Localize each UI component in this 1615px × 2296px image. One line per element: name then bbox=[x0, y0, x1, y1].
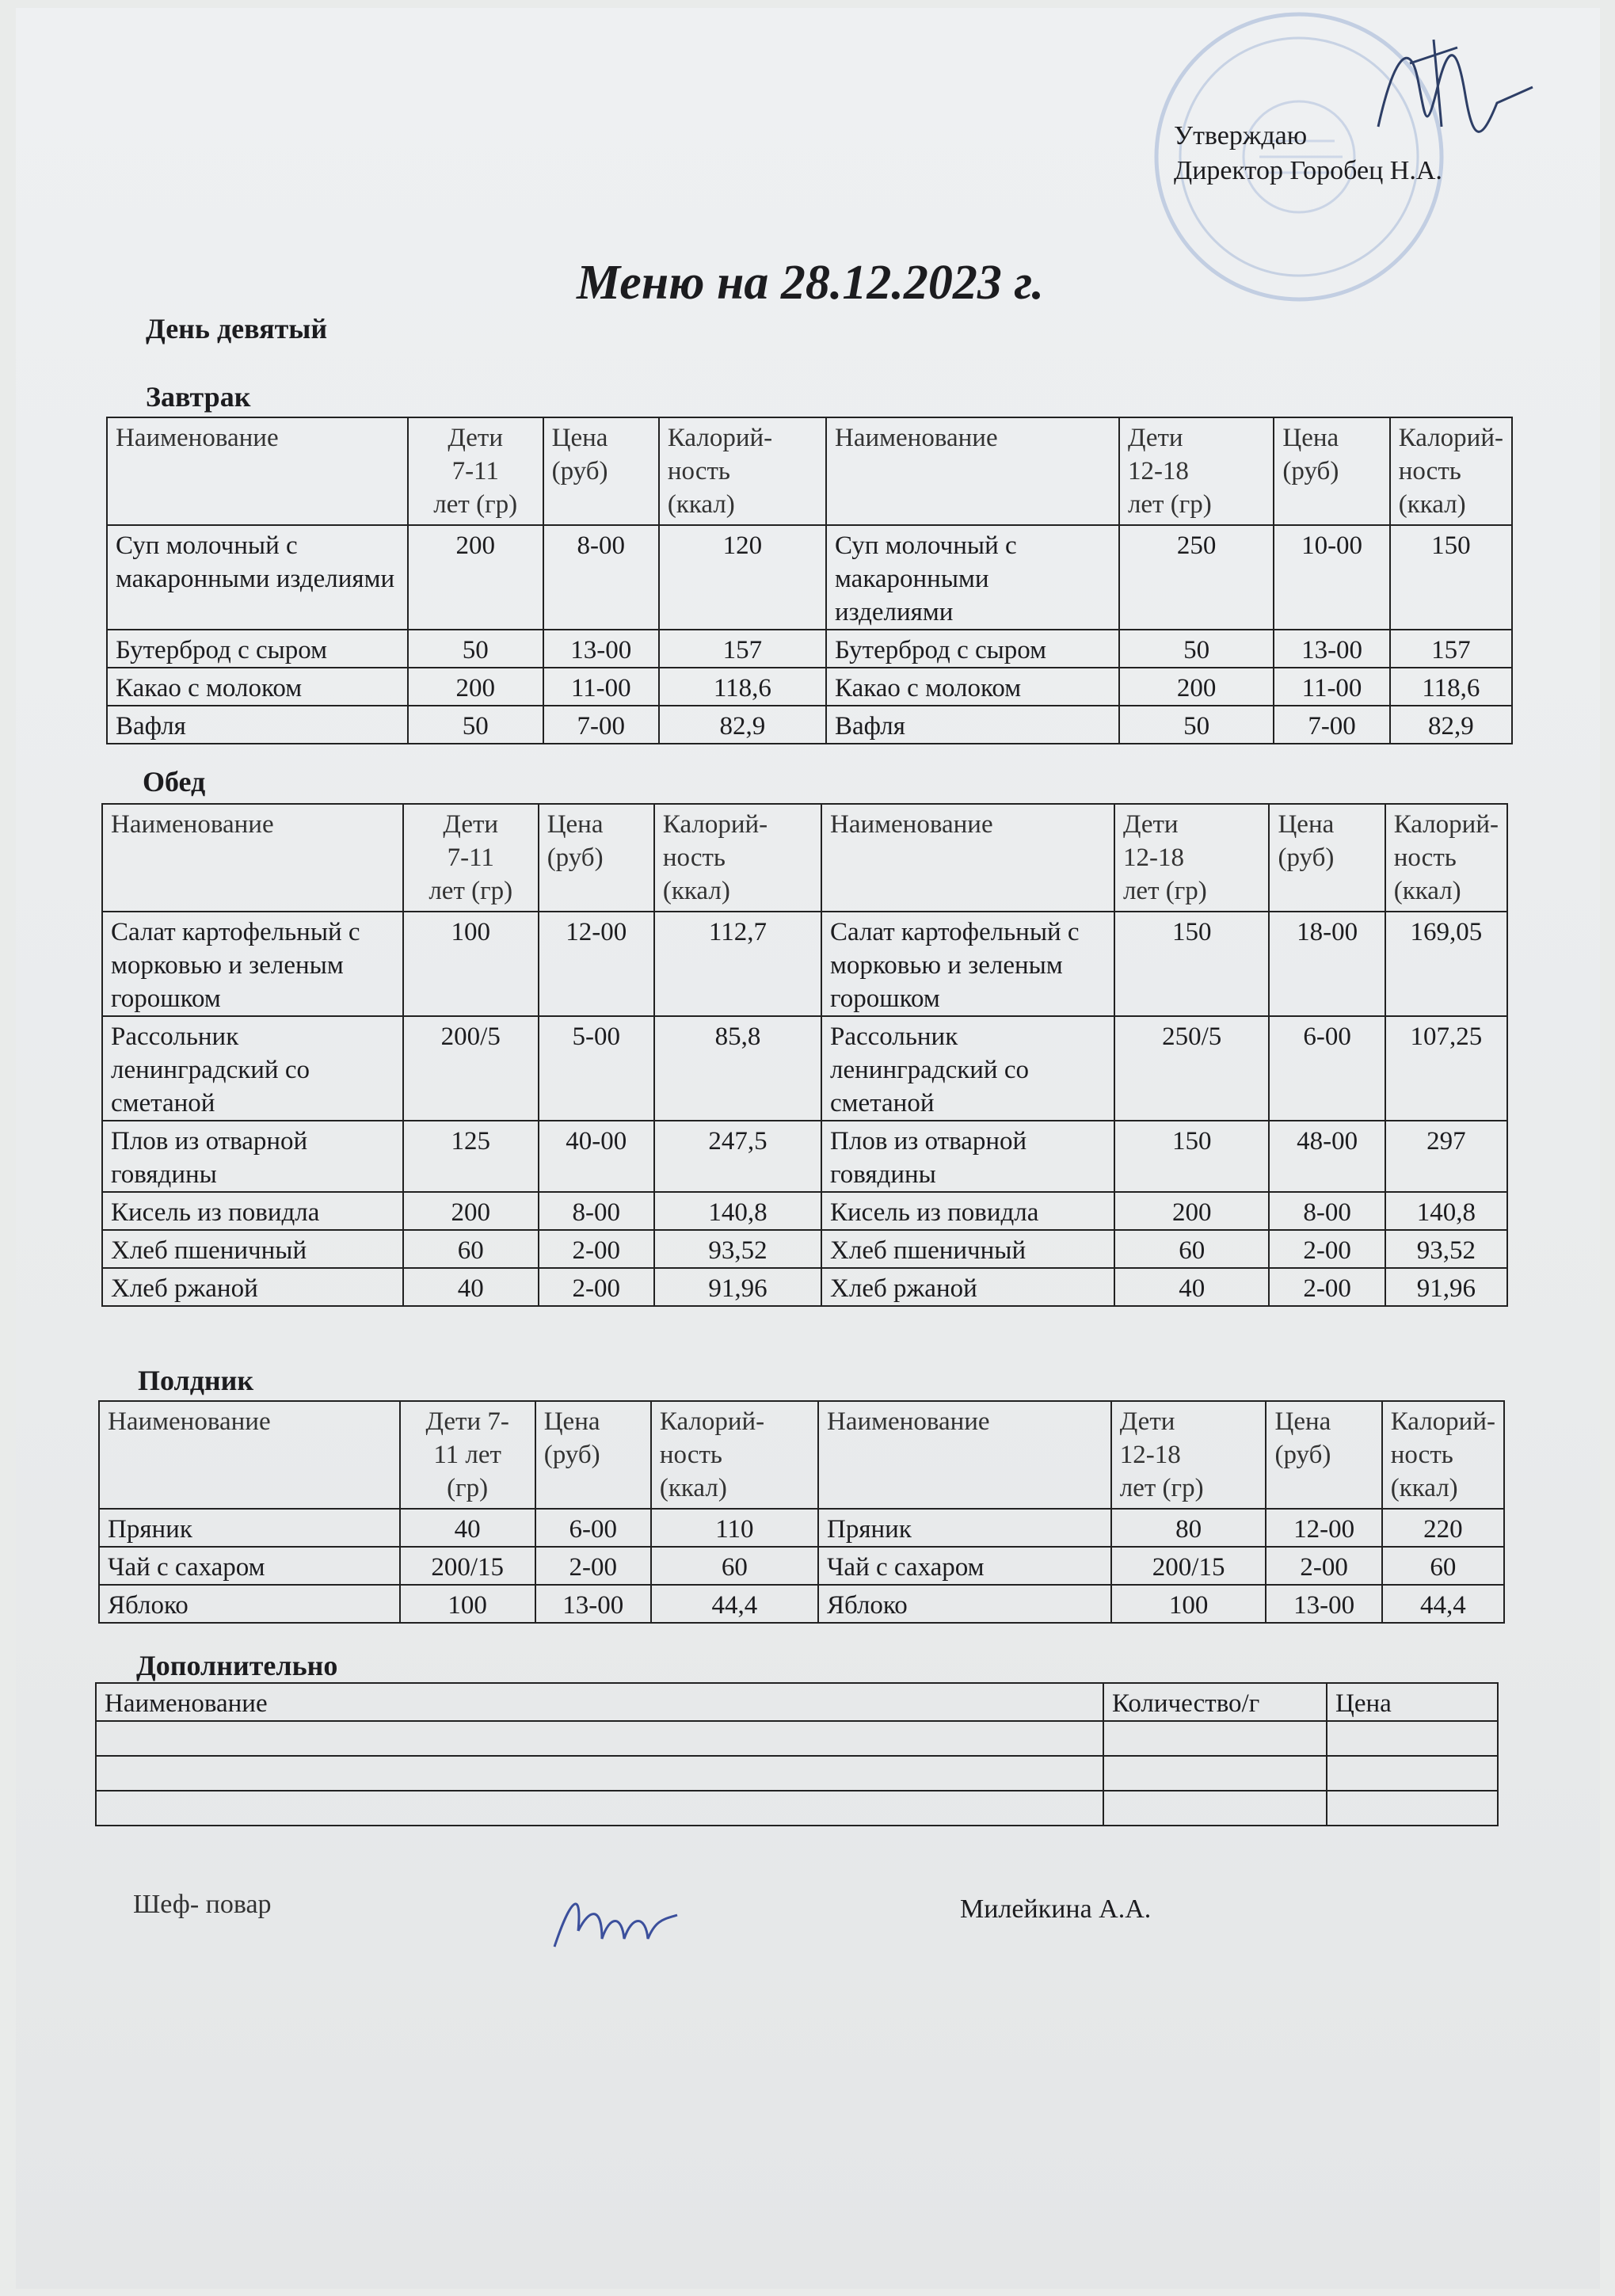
header-calories-line: ность bbox=[667, 457, 730, 485]
table-row bbox=[96, 1721, 1498, 1756]
price-young: 13-00 bbox=[535, 1585, 651, 1623]
price-young: 11-00 bbox=[543, 668, 659, 706]
dish-name: Вафля bbox=[107, 706, 408, 744]
weight-young: 100 bbox=[400, 1585, 535, 1623]
header-calories bbox=[651, 1401, 818, 1509]
table-row bbox=[102, 1268, 1507, 1306]
chef-label: Шеф- повар bbox=[133, 1890, 272, 1919]
header-calories-line: ность bbox=[1393, 843, 1457, 872]
table-row bbox=[102, 1192, 1507, 1230]
table-row bbox=[102, 912, 1507, 1016]
header-calories bbox=[654, 804, 821, 912]
header-weight-old-line: Дети bbox=[1127, 424, 1183, 452]
extra-label: Дополнительно bbox=[136, 1650, 338, 1681]
header-weight-young-line: 11 лет bbox=[433, 1441, 501, 1469]
weight-old: 200 bbox=[1114, 1192, 1270, 1230]
calories-young: 118,6 bbox=[659, 668, 826, 706]
dish-name: Хлеб ржаной bbox=[102, 1268, 403, 1306]
header-calories-line: Калорий- bbox=[667, 424, 773, 452]
price-old: 2-00 bbox=[1266, 1547, 1381, 1585]
dish-name: Хлеб пшеничный bbox=[102, 1230, 403, 1268]
header-weight-young-line: 7-11 bbox=[451, 457, 499, 485]
header-name: Наименование bbox=[821, 804, 1114, 912]
header-price-line: Цена bbox=[543, 1407, 600, 1436]
header-weight-old-line: 12-18 bbox=[1119, 1441, 1181, 1469]
header-weight-old-line: Дети bbox=[1122, 810, 1179, 839]
price-young: 12-00 bbox=[539, 912, 654, 1016]
price-old: 13-00 bbox=[1274, 630, 1389, 668]
price-young: 8-00 bbox=[543, 525, 659, 630]
approval-block bbox=[1174, 119, 1442, 188]
calories-old: 169,05 bbox=[1385, 912, 1507, 1016]
header-weight-young bbox=[408, 417, 543, 525]
header-name: Наименование bbox=[107, 417, 408, 525]
calories-old: 220 bbox=[1382, 1509, 1504, 1547]
dish-name: Рассольник ленинградский со сметаной bbox=[821, 1016, 1114, 1121]
header-price-line: (руб) bbox=[547, 843, 604, 872]
header-weight-young bbox=[403, 804, 539, 912]
empty-cell bbox=[96, 1721, 1103, 1756]
header-price-line: Цена bbox=[1278, 810, 1335, 839]
dish-name: Суп молочный с макаронными изделиями bbox=[107, 525, 408, 630]
price-old: 8-00 bbox=[1269, 1192, 1385, 1230]
price-old: 2-00 bbox=[1269, 1230, 1385, 1268]
weight-old: 250/5 bbox=[1114, 1016, 1270, 1121]
header-weight-old-line: 12-18 bbox=[1127, 457, 1189, 485]
header-weight-old-line: лет (гр) bbox=[1127, 490, 1212, 519]
table-row bbox=[107, 525, 1512, 630]
empty-cell bbox=[1103, 1791, 1327, 1826]
header-calories-line: Калорий- bbox=[662, 810, 768, 839]
calories-old: 44,4 bbox=[1382, 1585, 1504, 1623]
weight-young: 200/15 bbox=[400, 1547, 535, 1585]
header-calories-line: Калорий- bbox=[659, 1407, 765, 1436]
price-old: 11-00 bbox=[1274, 668, 1389, 706]
header-price-line: Цена bbox=[1282, 424, 1339, 452]
header-price bbox=[535, 1401, 651, 1509]
calories-young: 91,96 bbox=[654, 1268, 821, 1306]
header-calories-line: (ккал) bbox=[1393, 877, 1461, 905]
header-weight-young-line: Дети bbox=[448, 424, 504, 452]
calories-old: 82,9 bbox=[1390, 706, 1512, 744]
calories-young: 140,8 bbox=[654, 1192, 821, 1230]
snack-header-row bbox=[99, 1401, 1504, 1509]
weight-young: 125 bbox=[403, 1121, 539, 1192]
price-old: 2-00 bbox=[1269, 1268, 1385, 1306]
header-weight-old bbox=[1111, 1401, 1266, 1509]
lunch-header-row bbox=[102, 804, 1507, 912]
weight-old: 200 bbox=[1119, 668, 1274, 706]
header-calories bbox=[659, 417, 826, 525]
approval-line1: Утверждаю bbox=[1174, 121, 1308, 150]
header-weight-young-line: (гр) bbox=[447, 1474, 489, 1502]
weight-young: 200/5 bbox=[403, 1016, 539, 1121]
calories-young: 112,7 bbox=[654, 912, 821, 1016]
weight-young: 60 bbox=[403, 1230, 539, 1268]
table-row bbox=[96, 1756, 1498, 1791]
empty-cell bbox=[96, 1791, 1103, 1826]
lunch-label: Обед bbox=[143, 766, 206, 798]
header-price bbox=[1266, 1401, 1381, 1509]
table-row bbox=[99, 1585, 1504, 1623]
empty-cell bbox=[1103, 1756, 1327, 1791]
weight-old: 80 bbox=[1111, 1509, 1266, 1547]
empty-cell bbox=[96, 1756, 1103, 1791]
dish-name: Кисель из повидла bbox=[821, 1192, 1114, 1230]
price-young: 6-00 bbox=[535, 1509, 651, 1547]
weight-old: 250 bbox=[1119, 525, 1274, 630]
header-calories-line: (ккал) bbox=[1390, 1474, 1458, 1502]
header-price bbox=[1269, 804, 1385, 912]
dish-name: Яблоко bbox=[99, 1585, 400, 1623]
dish-name: Плов из отварной говядины bbox=[821, 1121, 1114, 1192]
calories-young: 157 bbox=[659, 630, 826, 668]
calories-young: 85,8 bbox=[654, 1016, 821, 1121]
price-young: 13-00 bbox=[543, 630, 659, 668]
dish-name: Рассольник ленинградский со сметаной bbox=[102, 1016, 403, 1121]
header-weight-young-line: Дети 7- bbox=[425, 1407, 509, 1436]
price-old: 7-00 bbox=[1274, 706, 1389, 744]
weight-old: 200/15 bbox=[1111, 1547, 1266, 1585]
empty-cell bbox=[1327, 1791, 1498, 1826]
price-young: 8-00 bbox=[539, 1192, 654, 1230]
header-calories-line: ность bbox=[659, 1441, 722, 1469]
header-calories-line: Калорий- bbox=[1390, 1407, 1495, 1436]
calories-old: 157 bbox=[1390, 630, 1512, 668]
calories-young: 44,4 bbox=[651, 1585, 818, 1623]
calories-young: 120 bbox=[659, 525, 826, 630]
header-weight-young-line: лет (гр) bbox=[433, 490, 518, 519]
header-calories-line: (ккал) bbox=[659, 1474, 727, 1502]
header-calories-line: Калорий- bbox=[1393, 810, 1499, 839]
calories-old: 118,6 bbox=[1390, 668, 1512, 706]
approval-line2: Директор Горобец Н.А. bbox=[1174, 156, 1442, 185]
snack-table bbox=[98, 1400, 1505, 1624]
extra-header-price: Цена bbox=[1327, 1683, 1498, 1721]
price-old: 10-00 bbox=[1274, 525, 1389, 630]
table-row bbox=[99, 1547, 1504, 1585]
table-row bbox=[99, 1509, 1504, 1547]
breakfast-table bbox=[106, 417, 1513, 744]
weight-young: 50 bbox=[408, 630, 543, 668]
header-price-line: Цена bbox=[547, 810, 604, 839]
empty-cell bbox=[1103, 1721, 1327, 1756]
calories-young: 110 bbox=[651, 1509, 818, 1547]
header-calories bbox=[1382, 1401, 1504, 1509]
header-calories-line: ность bbox=[1390, 1441, 1453, 1469]
weight-old: 50 bbox=[1119, 630, 1274, 668]
weight-young: 40 bbox=[403, 1268, 539, 1306]
weight-old: 150 bbox=[1114, 912, 1270, 1016]
calories-old: 107,25 bbox=[1385, 1016, 1507, 1121]
breakfast-header-row bbox=[107, 417, 1512, 525]
calories-young: 60 bbox=[651, 1547, 818, 1585]
weight-young: 50 bbox=[408, 706, 543, 744]
table-row bbox=[107, 706, 1512, 744]
calories-young: 82,9 bbox=[659, 706, 826, 744]
header-weight-old-line: 12-18 bbox=[1122, 843, 1184, 872]
dish-name: Бутерброд с сыром bbox=[826, 630, 1119, 668]
header-price bbox=[543, 417, 659, 525]
price-young: 2-00 bbox=[535, 1547, 651, 1585]
chef-signature bbox=[547, 1883, 681, 1955]
header-price bbox=[539, 804, 654, 912]
weight-young: 100 bbox=[403, 912, 539, 1016]
weight-young: 40 bbox=[400, 1509, 535, 1547]
page-title: Меню на 28.12.2023 г. bbox=[577, 256, 1044, 310]
day-label: День девятый bbox=[146, 313, 328, 345]
dish-name: Кисель из повидла bbox=[102, 1192, 403, 1230]
header-price-line: (руб) bbox=[551, 457, 608, 485]
header-price-line: (руб) bbox=[1282, 457, 1339, 485]
price-old: 12-00 bbox=[1266, 1509, 1381, 1547]
extra-header-row bbox=[96, 1683, 1498, 1721]
header-calories-line: (ккал) bbox=[667, 490, 735, 519]
header-price-line: (руб) bbox=[543, 1441, 600, 1469]
header-calories-line: (ккал) bbox=[1398, 490, 1466, 519]
dish-name: Суп молочный с макаронными изделиями bbox=[826, 525, 1119, 630]
breakfast-label: Завтрак bbox=[146, 381, 251, 413]
price-young: 2-00 bbox=[539, 1268, 654, 1306]
dish-name: Бутерброд с сыром bbox=[107, 630, 408, 668]
header-price-line: (руб) bbox=[1274, 1441, 1331, 1469]
dish-name: Чай с сахаром bbox=[99, 1547, 400, 1585]
weight-old: 40 bbox=[1114, 1268, 1270, 1306]
calories-young: 93,52 bbox=[654, 1230, 821, 1268]
table-row bbox=[96, 1791, 1498, 1826]
dish-name: Чай с сахаром bbox=[818, 1547, 1111, 1585]
empty-cell bbox=[1327, 1756, 1498, 1791]
header-price-line: Цена bbox=[551, 424, 608, 452]
header-weight-old-line: лет (гр) bbox=[1122, 877, 1207, 905]
extra-header-qty: Количество/г bbox=[1103, 1683, 1327, 1721]
table-row bbox=[102, 1230, 1507, 1268]
weight-young: 200 bbox=[408, 668, 543, 706]
header-weight-old-line: лет (гр) bbox=[1119, 1474, 1204, 1502]
header-weight-young-line: лет (гр) bbox=[429, 877, 513, 905]
header-name: Наименование bbox=[102, 804, 403, 912]
calories-old: 140,8 bbox=[1385, 1192, 1507, 1230]
chef-name: Милейкина А.А. bbox=[960, 1894, 1152, 1924]
header-weight-young-line: 7-11 bbox=[447, 843, 494, 872]
price-young: 7-00 bbox=[543, 706, 659, 744]
header-calories-line: Калорий- bbox=[1398, 424, 1503, 452]
header-weight-old bbox=[1119, 417, 1274, 525]
table-row bbox=[102, 1016, 1507, 1121]
header-name: Наименование bbox=[99, 1401, 400, 1509]
header-name: Наименование bbox=[818, 1401, 1111, 1509]
lunch-table bbox=[101, 803, 1508, 1307]
price-old: 48-00 bbox=[1269, 1121, 1385, 1192]
calories-old: 91,96 bbox=[1385, 1268, 1507, 1306]
header-weight-old bbox=[1114, 804, 1270, 912]
weight-old: 50 bbox=[1119, 706, 1274, 744]
weight-young: 200 bbox=[403, 1192, 539, 1230]
extra-header-name: Наименование bbox=[96, 1683, 1103, 1721]
header-price bbox=[1274, 417, 1389, 525]
calories-old: 150 bbox=[1390, 525, 1512, 630]
weight-old: 100 bbox=[1111, 1585, 1266, 1623]
price-young: 40-00 bbox=[539, 1121, 654, 1192]
dish-name: Салат картофельный с морковью и зеленым горошком bbox=[821, 912, 1114, 1016]
weight-old: 60 bbox=[1114, 1230, 1270, 1268]
dish-name: Какао с молоком bbox=[107, 668, 408, 706]
header-calories-line: (ккал) bbox=[662, 877, 730, 905]
extra-table bbox=[95, 1682, 1499, 1826]
header-weight-old-line: Дети bbox=[1119, 1407, 1175, 1436]
dish-name: Пряник bbox=[818, 1509, 1111, 1547]
price-old: 6-00 bbox=[1269, 1016, 1385, 1121]
header-calories-line: ность bbox=[662, 843, 726, 872]
empty-cell bbox=[1327, 1721, 1498, 1756]
dish-name: Салат картофельный с морковью и зеленым горошком bbox=[102, 912, 403, 1016]
price-young: 5-00 bbox=[539, 1016, 654, 1121]
dish-name: Какао с молоком bbox=[826, 668, 1119, 706]
calories-old: 93,52 bbox=[1385, 1230, 1507, 1268]
header-weight-young bbox=[400, 1401, 535, 1509]
price-old: 18-00 bbox=[1269, 912, 1385, 1016]
calories-old: 297 bbox=[1385, 1121, 1507, 1192]
calories-old: 60 bbox=[1382, 1547, 1504, 1585]
header-name: Наименование bbox=[826, 417, 1119, 525]
dish-name: Плов из отварной говядины bbox=[102, 1121, 403, 1192]
header-calories bbox=[1385, 804, 1507, 912]
header-price-line: Цена bbox=[1274, 1407, 1331, 1436]
weight-old: 150 bbox=[1114, 1121, 1270, 1192]
price-old: 13-00 bbox=[1266, 1585, 1381, 1623]
dish-name: Вафля bbox=[826, 706, 1119, 744]
dish-name: Яблоко bbox=[818, 1585, 1111, 1623]
calories-young: 247,5 bbox=[654, 1121, 821, 1192]
header-weight-young-line: Дети bbox=[443, 810, 499, 839]
dish-name: Пряник bbox=[99, 1509, 400, 1547]
table-row bbox=[102, 1121, 1507, 1192]
dish-name: Хлеб пшеничный bbox=[821, 1230, 1114, 1268]
dish-name: Хлеб ржаной bbox=[821, 1268, 1114, 1306]
table-row bbox=[107, 630, 1512, 668]
weight-young: 200 bbox=[408, 525, 543, 630]
table-row bbox=[107, 668, 1512, 706]
header-price-line: (руб) bbox=[1278, 843, 1335, 872]
header-calories-line: ность bbox=[1398, 457, 1461, 485]
header-calories bbox=[1390, 417, 1512, 525]
price-young: 2-00 bbox=[539, 1230, 654, 1268]
snack-label: Полдник bbox=[138, 1365, 254, 1396]
